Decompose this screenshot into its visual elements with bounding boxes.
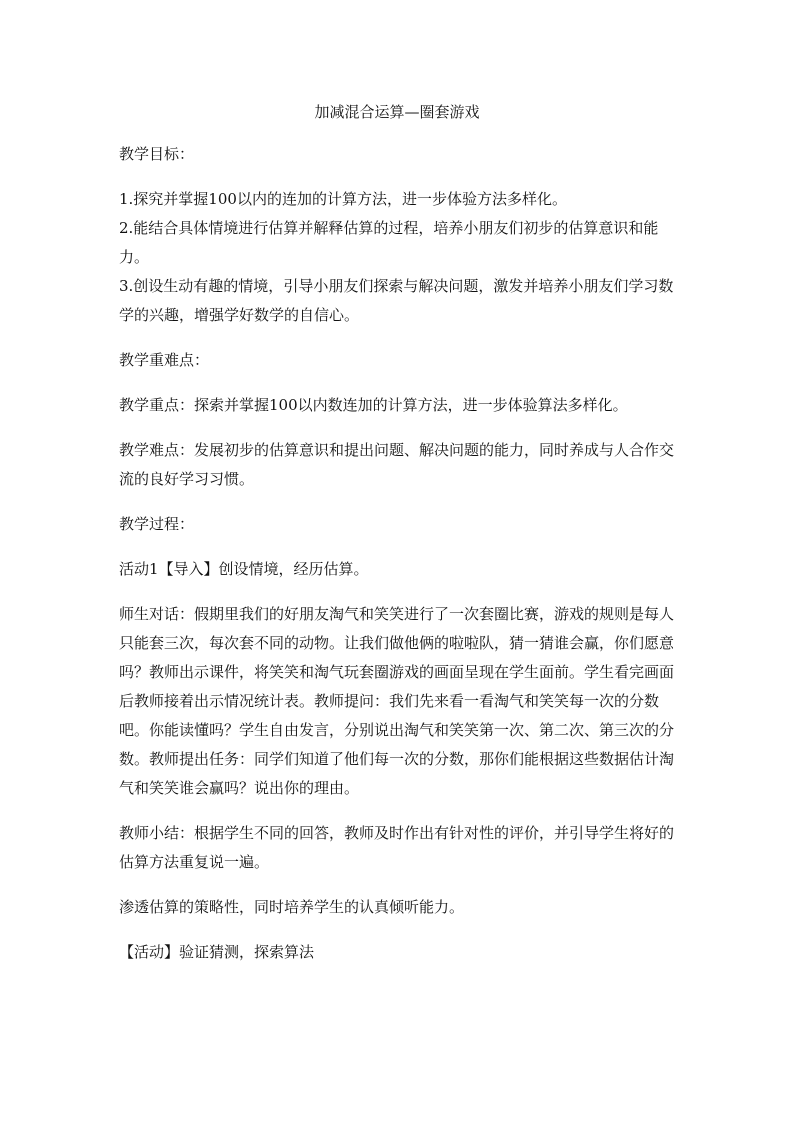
key-point-paragraph: 教学重点：探索并掌握100以内数连加的计算方法，进一步体验算法多样化。 xyxy=(119,396,628,414)
strategy-paragraph: 渗透估算的策略性，同时培养学生的认真倾听能力。 xyxy=(119,898,465,916)
process-heading: 教学过程： xyxy=(119,515,195,533)
key-points-heading: 教学重难点： xyxy=(119,351,210,369)
document-title: 加减混合运算—圈套游戏 xyxy=(314,103,480,121)
activity-heading: 【活动】验证猜测，探索算法 xyxy=(119,943,315,961)
document-body xyxy=(119,140,679,967)
goal-item: 1.探究并掌握100以内的连加的计算方法，进一步体验方法多样化。 xyxy=(119,190,567,208)
activity-heading: 活动1【导入】创设情境，经历估算。 xyxy=(119,560,369,578)
goal-item: 2.能结合具体情境进行估算并解释估算的过程，培养小朋友们初步的估算意识和能力。 xyxy=(119,219,659,266)
goal-item: 3.创设生动有趣的情境，引导小朋友们探索与解决问题，激发并培养小朋友们学习数学的兴趣，增强学好数学的自信心。 xyxy=(119,277,674,324)
difficult-point-paragraph: 教学难点：发展初步的估算意识和提出问题、解决问题的能力，同时养成与人合作交流的良好学习习惯。 xyxy=(119,441,675,488)
dialogue-paragraph: 师生对话：假期里我们的好朋友淘气和笑笑进行了一次套圈比赛，游戏的规则是每人只能套三次，每次套不同的动物。让我们做他俩的啦啦队，猜一猜谁会赢，你们愿意吗？教师出示课件，将笑笑和淘气玩套圈游戏的画面呈现在学生面前。学生看完画面后教师接着出示情况统计表。教师提问：我们先来看一看淘气和笑笑每一次的分数吧。你能读懂吗？学生自由发言，分别说出淘气和笑笑第一次、第二次、第三次的分数。教师提出任务：同学们知道了他们每一次的分数，那你们能根据这些数据估计淘气和笑笑谁会赢吗？说出你的理由。 xyxy=(119,605,675,797)
goals-heading: 教学目标： xyxy=(119,145,195,163)
teacher-summary-paragraph: 教师小结：根据学生不同的回答，教师及时作出有针对性的评价，并引导学生将好的估算方法重复说一遍。 xyxy=(119,824,675,871)
